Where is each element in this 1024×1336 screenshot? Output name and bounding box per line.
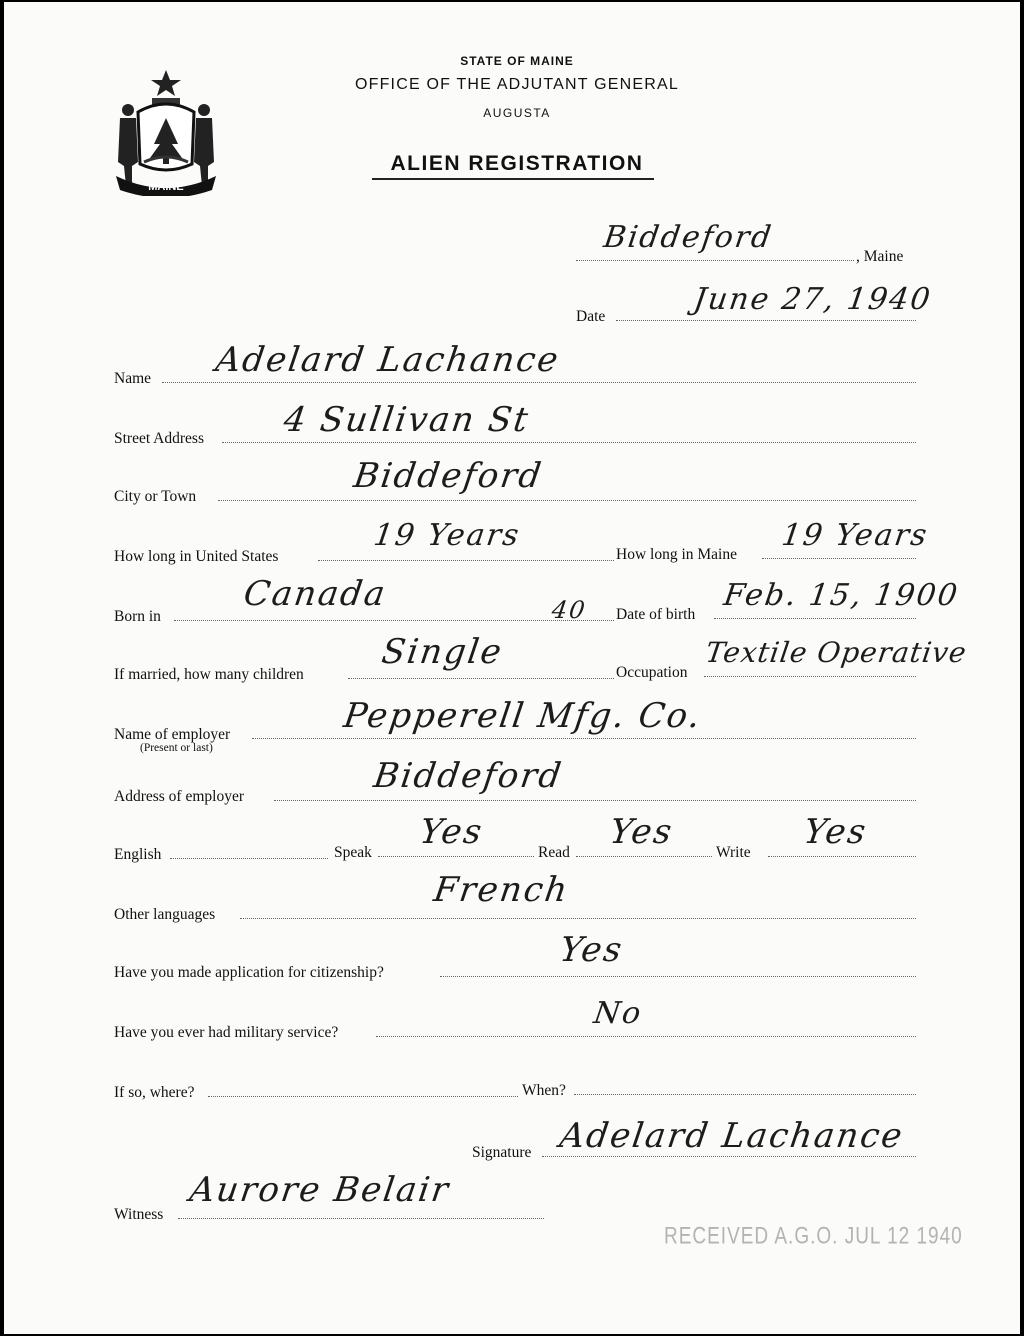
state-heading: STATE OF MAINE xyxy=(460,54,574,68)
how-long-maine-line xyxy=(762,558,916,559)
write-value: Yes xyxy=(801,812,870,852)
street-address-value: 4 Sullivan St xyxy=(281,400,533,440)
write-line xyxy=(768,856,916,857)
date-of-birth-line xyxy=(714,618,916,619)
city-heading: AUGUSTA xyxy=(483,106,551,120)
town-value: Biddeford xyxy=(601,220,775,255)
name-value: Adelard Lachance xyxy=(213,340,563,380)
how-long-us-line xyxy=(318,560,614,561)
employer-line xyxy=(252,738,916,739)
witness-line xyxy=(178,1218,544,1219)
date-value: June 27, 1940 xyxy=(691,282,935,317)
when-line xyxy=(574,1094,916,1095)
date-line xyxy=(616,320,916,321)
children-value: Single xyxy=(379,632,506,672)
born-in-line xyxy=(174,620,614,621)
city-value: Biddeford xyxy=(351,456,546,496)
how-long-us-label: How long in United States xyxy=(114,548,279,565)
occupation-label: Occupation xyxy=(616,664,688,681)
employer-address-value: Biddeford xyxy=(371,756,566,796)
employer-address-line xyxy=(274,800,916,801)
street-address-line xyxy=(222,442,916,443)
registration-form xyxy=(4,2,1020,1334)
when-label: When? xyxy=(522,1082,566,1099)
speak-value: Yes xyxy=(417,812,486,852)
name-label: Name xyxy=(114,370,152,387)
occupation-line xyxy=(704,676,916,677)
citizenship-line xyxy=(440,976,916,977)
date-of-birth-value: Feb. 15, 1900 xyxy=(721,578,962,613)
signature-value: Adelard Lachance xyxy=(557,1116,907,1156)
employer-label: Name of employer xyxy=(114,726,231,743)
speak-line xyxy=(378,856,534,857)
born-in-value: Canada xyxy=(241,574,390,614)
received-stamp: RECEIVED A.G.O. JUL 12 1940 xyxy=(664,1223,963,1250)
military-label: Have you ever had military service? xyxy=(114,1024,339,1041)
title-underline xyxy=(372,178,654,180)
occupation-value: Textile Operative xyxy=(703,636,969,669)
citizenship-value: Yes xyxy=(557,930,626,970)
military-value: No xyxy=(591,996,645,1031)
employer-note: (Present or last) xyxy=(140,742,213,754)
city-line xyxy=(218,500,916,501)
born-in-label: Born in xyxy=(114,608,161,625)
signature-label: Signature xyxy=(472,1144,532,1161)
married-children-line xyxy=(348,678,614,679)
age-value: 40 xyxy=(550,596,589,624)
write-label: Write xyxy=(716,844,751,861)
signature-line xyxy=(542,1156,916,1157)
military-line xyxy=(376,1036,916,1037)
witness-value: Aurore Belair xyxy=(187,1170,453,1210)
read-label: Read xyxy=(538,844,570,861)
street-address-label: Street Address xyxy=(114,430,204,447)
married-children-label: If married, how many children xyxy=(114,666,304,683)
form-title: ALIEN REGISTRATION xyxy=(390,152,644,175)
other-languages-value: French xyxy=(431,870,572,910)
town-line xyxy=(576,260,854,261)
how-long-maine-value: 19 Years xyxy=(779,518,931,553)
read-value: Yes xyxy=(607,812,676,852)
how-long-maine-label: How long in Maine xyxy=(616,546,737,563)
english-label: English xyxy=(114,846,162,863)
name-line xyxy=(162,382,916,383)
date-label: Date xyxy=(576,308,606,325)
other-languages-line xyxy=(240,918,916,919)
how-long-us-value: 19 Years xyxy=(371,518,523,553)
employer-address-label: Address of employer xyxy=(114,788,244,805)
citizenship-label: Have you made application for citizenship? xyxy=(114,964,384,981)
maine-suffix: , Maine xyxy=(856,248,904,265)
employer-value: Pepperell Mfg. Co. xyxy=(341,696,705,736)
if-so-where-label: If so, where? xyxy=(114,1084,195,1101)
read-line xyxy=(576,856,712,857)
english-line xyxy=(170,858,328,859)
seal-banner-text: MAINE xyxy=(148,181,184,193)
city-label: City or Town xyxy=(114,488,197,505)
speak-label: Speak xyxy=(334,844,372,861)
date-of-birth-label: Date of birth xyxy=(616,606,696,623)
office-heading: OFFICE OF THE ADJUTANT GENERAL xyxy=(354,76,680,93)
witness-label: Witness xyxy=(114,1206,164,1223)
other-languages-label: Other languages xyxy=(114,906,216,923)
if-so-where-line xyxy=(208,1096,518,1097)
